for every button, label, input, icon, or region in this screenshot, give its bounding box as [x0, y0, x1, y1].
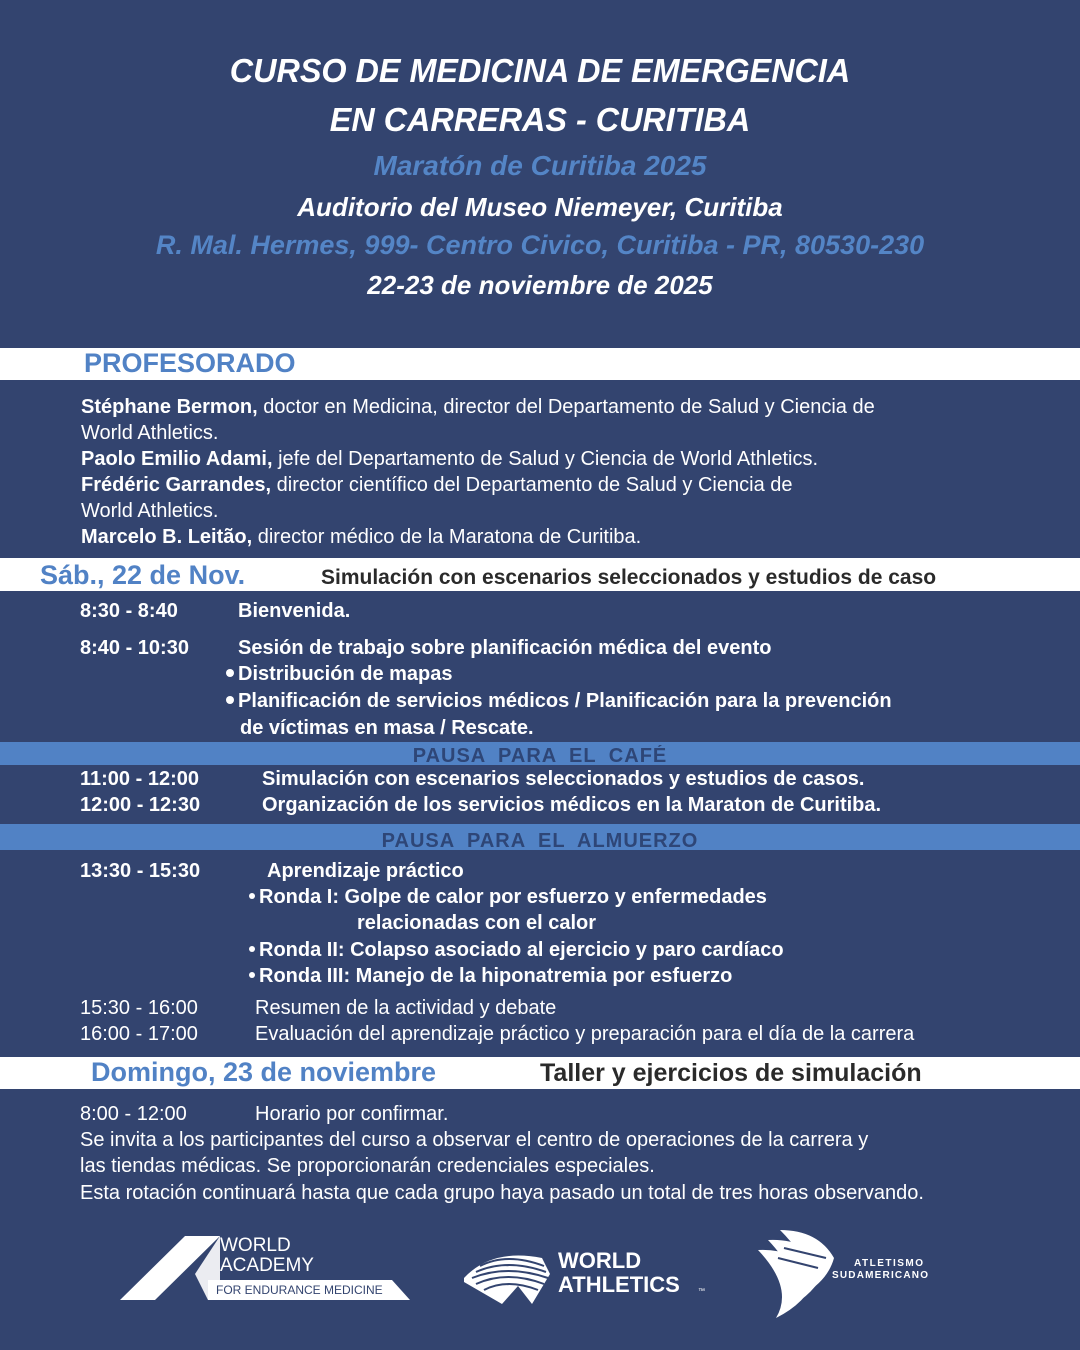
session-bullet: Planificación de servicios médicos / Planificación para la prevención [226, 690, 892, 713]
day2-note: Esta rotación continuará hasta que cada grupo haya pasado un total de tres horas observando. [80, 1182, 924, 1204]
faculty-role-cont: World Athletics. [81, 422, 219, 444]
session-bullet: Ronda III: Manejo de la hiponatremia por esfuerzo [249, 965, 732, 988]
title-line-2: EN CARRERAS - CURITIBA [329, 101, 751, 138]
session-title: Sesión de trabajo sobre planificación médica del evento [238, 637, 772, 659]
session-time: 8:00 - 12:00 [80, 1103, 187, 1125]
day1-theme: Simulación con escenarios seleccionados y estudios de caso [321, 566, 937, 589]
world-athletics-mark [462, 1248, 552, 1304]
session-time: 13:30 - 15:30 [80, 860, 201, 882]
session-bullet-cont: de víctimas en masa / Rescate. [240, 717, 534, 739]
session-time: 11:00 - 12:00 [80, 768, 199, 790]
day2-theme: Taller y ejercicios de simulación [540, 1059, 922, 1087]
bullet-icon [249, 946, 255, 952]
session-time: 12:00 - 12:30 [80, 794, 201, 816]
session-bullet-cont: relacionadas con el calor [357, 912, 596, 934]
wa-line2: ATHLETICS [558, 1272, 680, 1297]
faculty-name: Paolo Emilio Adami, [81, 448, 273, 470]
lunch-break-label: PAUSA PARA EL ALMUERZO [381, 830, 699, 850]
faculty-member [81, 448, 818, 471]
faculty-role: director científico del Departamento de Salud y Ciencia de [271, 474, 793, 496]
coffee-break-label: PAUSA PARA EL CAFÉ [412, 745, 668, 765]
bullet-icon [249, 972, 255, 978]
session-time: 8:40 - 10:30 [80, 637, 189, 659]
faculty-name: Stéphane Bermon, [81, 396, 258, 418]
wafem-logo [120, 1234, 412, 1302]
day2-label: Domingo, 23 de noviembre [91, 1057, 437, 1087]
venue: Auditorio del Museo Niemeyer, Curitiba [297, 192, 783, 222]
faculty-role-cont: World Athletics. [81, 500, 219, 522]
faculty-name: Marcelo B. Leitão, [81, 526, 253, 548]
session-title: Aprendizaje práctico [267, 860, 464, 882]
faculty-role: director médico de la Maratona de Curitiba. [252, 526, 642, 548]
session-bullet: Distribución de mapas [226, 663, 453, 686]
session-title: Evaluación del aprendizaje práctico y preparación para el día de la carrera [255, 1023, 915, 1045]
faculty-name: Frédéric Garrandes, [81, 474, 272, 496]
address: R. Mal. Hermes, 999- Centro Civico, Curitiba - PR, 80530-230 [155, 230, 925, 260]
day1-label: Sáb., 22 de Nov. [40, 560, 246, 590]
session-bullet: Ronda II: Colapso asociado al ejercicio y paro cardíaco [249, 939, 784, 962]
faculty-member [81, 474, 793, 497]
wafem-line3: FOR ENDURANCE MEDICINE [216, 1283, 383, 1297]
event-dates: 22-23 de noviembre de 2025 [367, 270, 713, 300]
session-title: Resumen de la actividad y debate [255, 997, 557, 1019]
atletismo-line2: SUDAMERICANO [832, 1270, 930, 1281]
bullet-icon [249, 893, 255, 899]
world-athletics-logo [462, 1248, 712, 1304]
session-title: Organización de los servicios médicos en la Maraton de Curitiba. [262, 794, 882, 816]
bullet-icon [226, 696, 234, 704]
faculty-member [81, 396, 875, 419]
wafem-line1: WORLD [220, 1235, 291, 1256]
faculty-role: doctor en Medicina, director del Departamento de Salud y Ciencia de [257, 396, 875, 418]
day2-note: Se invita a los participantes del curso a observar el centro de operaciones de la carrera y [80, 1129, 869, 1151]
wa-line1: WORLD [558, 1248, 642, 1273]
faculty-member [81, 526, 641, 549]
session-bullet: Ronda I: Golpe de calor por esfuerzo y enfermedades [249, 886, 767, 909]
title-line-1: CURSO DE MEDICINA DE EMERGENCIA [229, 52, 851, 89]
faculty-role: jefe del Departamento de Salud y Ciencia de World Athletics. [272, 448, 819, 470]
bullet-icon [226, 669, 234, 677]
wafem-line2: ACADEMY [220, 1255, 314, 1276]
atletismo-mark [758, 1228, 838, 1320]
session-time: 16:00 - 17:00 [80, 1023, 198, 1045]
session-time: 8:30 - 8:40 [80, 600, 178, 622]
session-title: Bienvenida. [238, 600, 351, 622]
day2-note: las tiendas médicas. Se proporcionarán credenciales especiales. [80, 1155, 655, 1177]
atletismo-sudamericano-logo [758, 1228, 968, 1320]
session-title: Horario por confirmar. [255, 1103, 449, 1125]
session-time: 15:30 - 16:00 [80, 997, 198, 1019]
session-title: Simulación con escenarios seleccionados y estudios de casos. [262, 768, 865, 790]
wa-tm: ™ [698, 1288, 705, 1295]
event-name: Maratón de Curitiba 2025 [373, 150, 707, 181]
faculty-heading: PROFESORADO [84, 348, 296, 378]
atletismo-line1: ATLETISMO [854, 1258, 925, 1269]
